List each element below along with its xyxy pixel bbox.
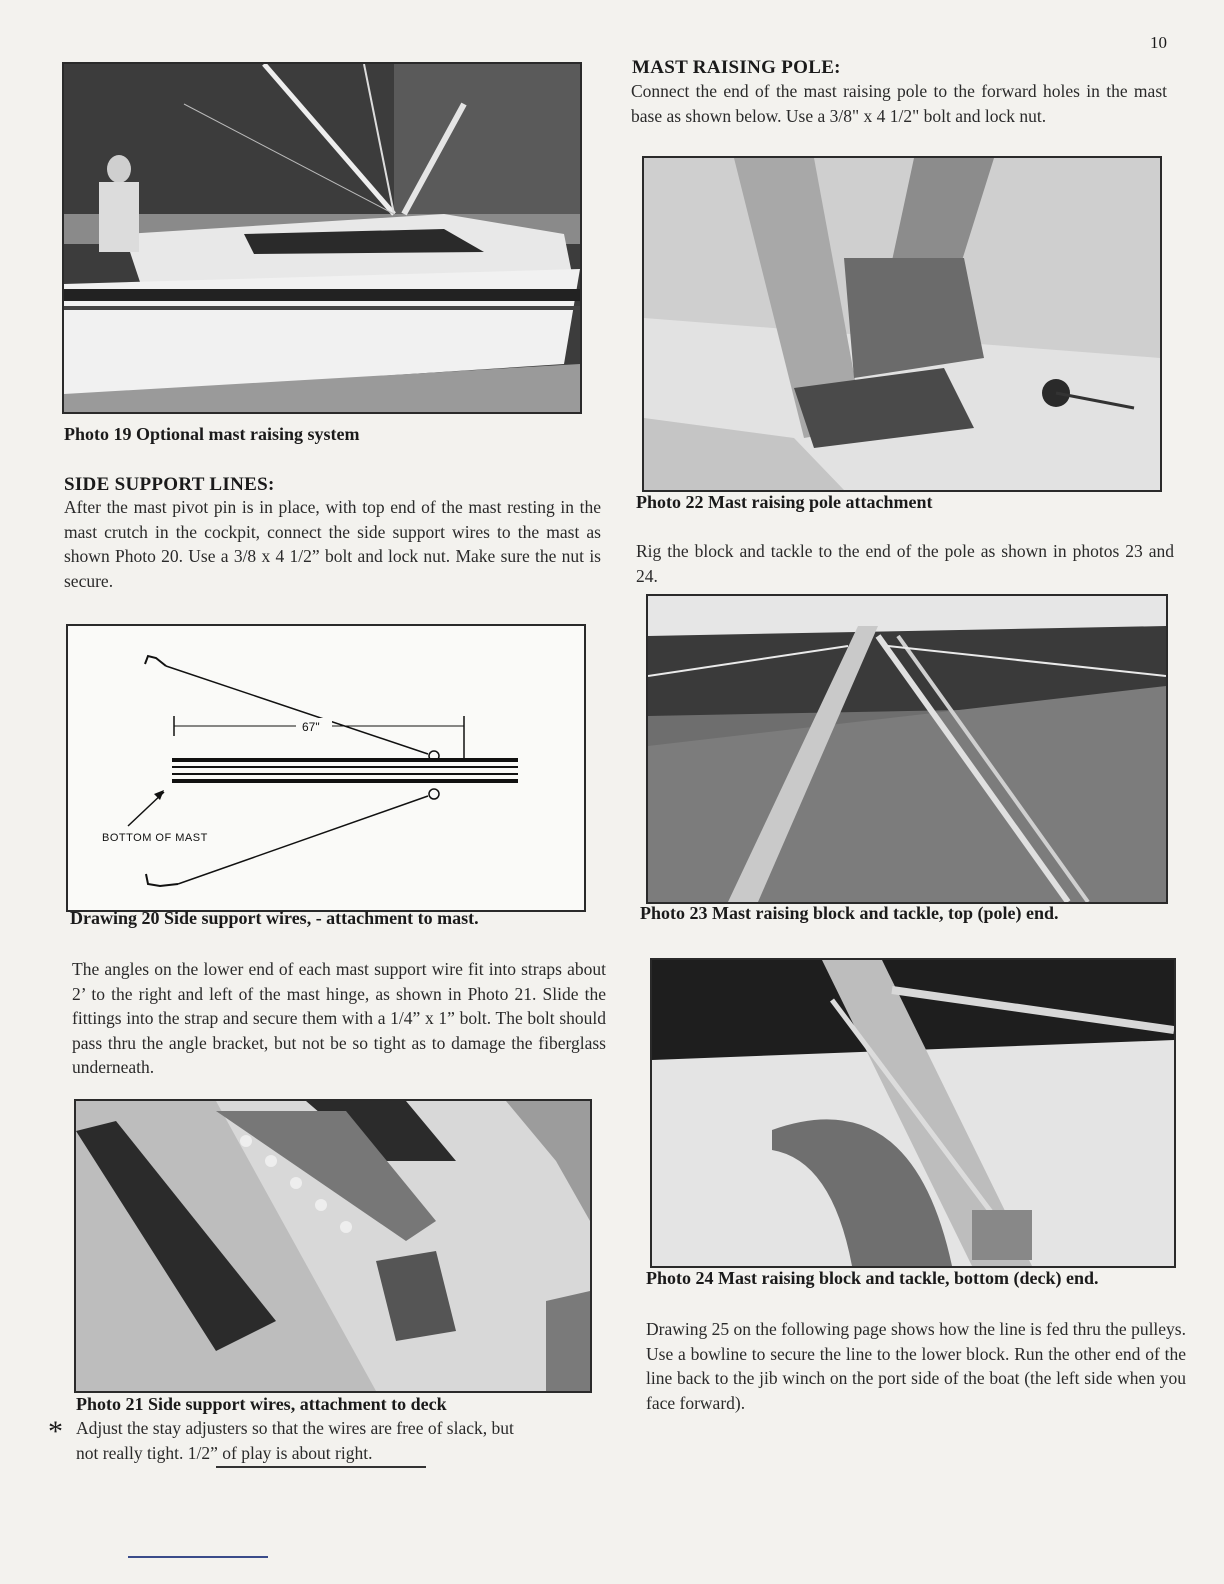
photo-24-caption: Photo 24 Mast raising block and tackle, bottom (deck) end. <box>646 1268 1099 1288</box>
drawing-25-paragraph: Drawing 25 on the following page shows how the line is fed thru the pulleys. Use a bowline to secure the line to the lower block. Run the other end of the line back to the jib winch on the port side of the boat (the left side when you face forward). <box>646 1319 1186 1413</box>
drawing-20-mast-label: BOTTOM OF MAST <box>102 832 208 844</box>
photo-19-caption: Photo 19 Optional mast raising system <box>64 424 360 444</box>
mast-raising-pole-paragraph: Connect the end of the mast raising pole to the forward holes in the mast base as shown below. Use a 3/8" x 4 1/2" bolt and lock nut. <box>631 81 1167 126</box>
bottom-rule <box>128 1556 268 1558</box>
adjust-note-line-2: not really tight. 1/2” of play is about right. <box>76 1443 373 1463</box>
page-number: 10 <box>1150 33 1167 52</box>
photo-22-caption: Photo 22 Mast raising pole attachment <box>636 492 933 512</box>
handwritten-asterisk: * <box>48 1415 63 1448</box>
photo-23-pole-top <box>646 594 1168 904</box>
drawing-20-side-support <box>66 624 586 912</box>
side-support-paragraph: After the mast pivot pin is in place, with top end of the mast resting in the mast crutch in the cockpit, connect the side support wires to the mast as shown Photo 20. Use a 3/8 x 4 1/2” bolt and lock nut. Make sure the nut is secure. <box>64 497 601 591</box>
photo-22-mast-base <box>642 156 1162 492</box>
adjust-note-line-1: Adjust the stay adjusters so that the wires are free of slack, but <box>76 1418 514 1438</box>
photo-19-sailboat <box>62 62 582 414</box>
side-support-heading: SIDE SUPPORT LINES: <box>64 474 275 495</box>
photo-21-caption: Photo 21 Side support wires, attachment to deck <box>76 1394 447 1414</box>
angles-paragraph: The angles on the lower end of each mast support wire fit into straps about 2’ to the right and left of the mast hinge, as shown in Photo 21. Slide the fittings into the strap and secure them with a 1/4” x 1” bolt. The bolt should pass thru the angle bracket, but not be so tight as to damage the fiberglass underneath. <box>72 959 606 1077</box>
handwritten-underline <box>216 1466 426 1468</box>
photo-21-deck-attachment <box>74 1099 592 1393</box>
photo-24-deck-end <box>650 958 1176 1268</box>
drawing-20-caption: Drawing 20 Side support wires, - attachment to mast. <box>70 908 479 928</box>
mast-raising-pole-heading: MAST RAISING POLE: <box>632 57 841 78</box>
rig-paragraph: Rig the block and tackle to the end of the pole as shown in photos 23 and 24. <box>636 541 1174 586</box>
photo-23-caption: Photo 23 Mast raising block and tackle, top (pole) end. <box>640 903 1059 923</box>
drawing-20-dimension: 67" <box>302 720 320 734</box>
